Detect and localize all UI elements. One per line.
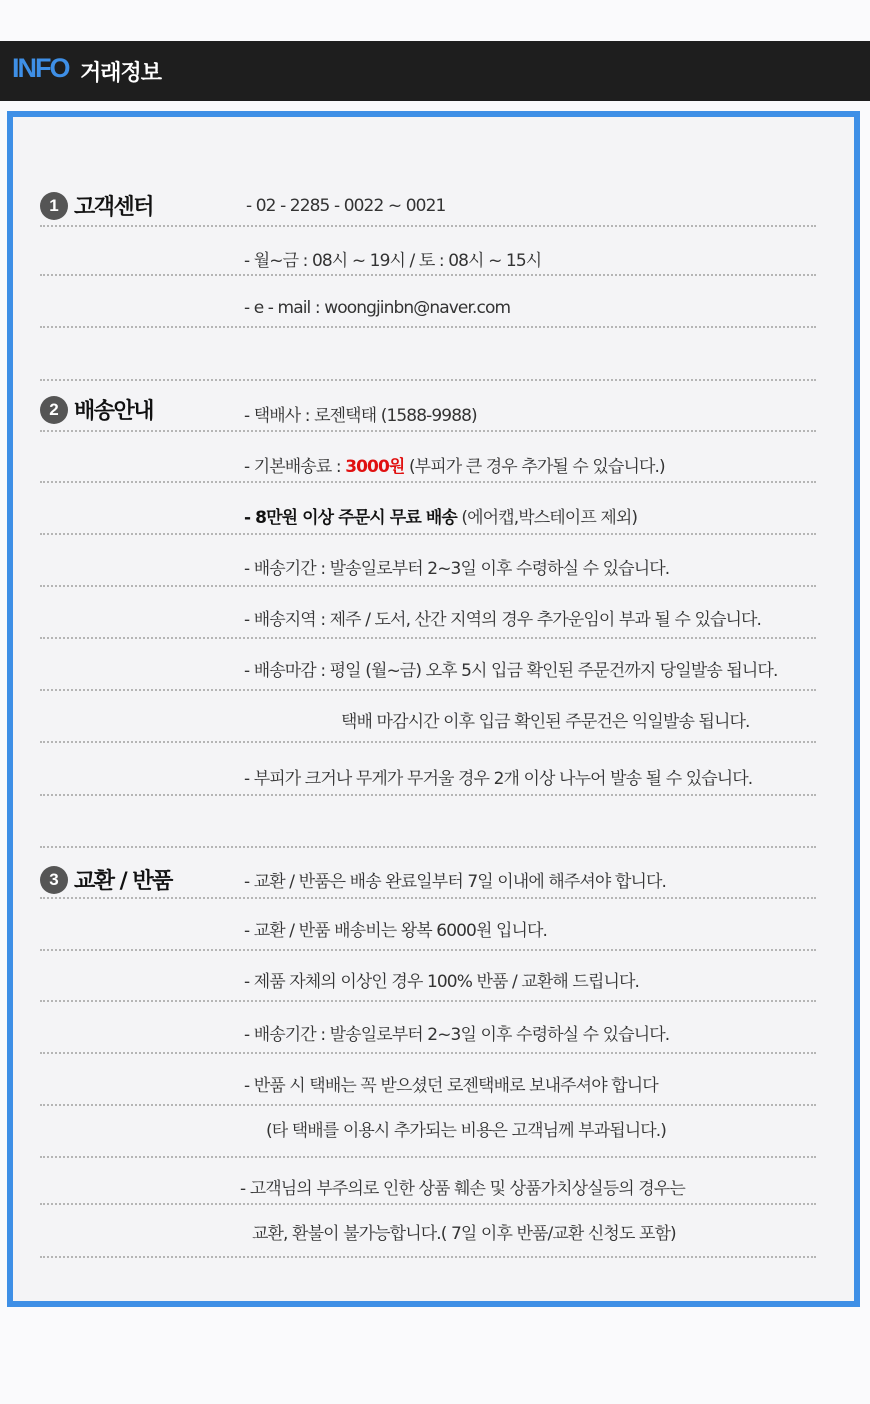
- divider: [40, 326, 816, 328]
- divider: [40, 481, 816, 483]
- divider: [40, 379, 816, 381]
- info-header: [0, 41, 870, 101]
- divider: [40, 225, 816, 227]
- section-title: 고객센터: [74, 195, 154, 220]
- section-number-badge: 3: [40, 866, 68, 894]
- header-title-en: INFO: [12, 53, 69, 83]
- free-shipping-line: - 8만원 이상 주문시 무료 배송 (에어캡,박스테이프 제외): [244, 508, 638, 528]
- section-customer-center: [40, 190, 153, 221]
- section-shipping-info: [40, 394, 153, 425]
- hours-line: - 월~금 : 08시 ~ 19시 / 토 : 08시 ~ 15시: [244, 251, 542, 271]
- divider: [40, 533, 816, 535]
- shipping-deadline-line: - 배송마감 : 평일 (월~금) 오후 5시 입금 확인된 주문건까지 당일발송 됩니다.: [244, 661, 778, 681]
- divider: [40, 1052, 816, 1054]
- divider: [40, 897, 816, 899]
- divider: [40, 1156, 816, 1158]
- shipping-deadline-note: 택배 마감시간 이후 입금 확인된 주문건은 익일발송 됩니다.: [341, 712, 750, 732]
- delivery-period-line: - 배송기간 : 발송일로부터 2~3일 이후 수령하실 수 있습니다.: [244, 559, 670, 579]
- return-courier-line: - 반품 시 택배는 꼭 받으셨던 로젠택배로 보내주셔야 합니다: [244, 1076, 658, 1096]
- defect-return-line: - 제품 자체의 이상인 경우 100% 반품 / 교환해 드립니다.: [244, 972, 640, 992]
- divider: [40, 1104, 816, 1106]
- divider: [40, 585, 816, 587]
- divider: [40, 949, 816, 951]
- divider: [40, 689, 816, 691]
- phone-line: - 02 - 2285 - 0022 ~ 0021: [246, 196, 446, 216]
- section-number-badge: 2: [40, 396, 68, 424]
- header-title-ko: 거래정보: [80, 61, 162, 86]
- section-exchange-return: [40, 864, 172, 895]
- delivery-region-line: - 배송지역 : 제주 / 도서, 산간 지역의 경우 추가운임이 부과 될 수 있습니다.: [244, 610, 762, 630]
- divider: [40, 430, 816, 432]
- shipping-fee-line: - 기본배송료 : 3000원 (부피가 큰 경우 추가될 수 있습니다.): [244, 457, 665, 477]
- courier-line: - 택배사 : 로젠택태 (1588-9988): [244, 406, 477, 426]
- return-period-line: - 교환 / 반품은 배송 완료일부터 7일 이내에 해주셔야 합니다.: [244, 872, 667, 892]
- return-delivery-period-line: - 배송기간 : 발송일로부터 2~3일 이후 수령하실 수 있습니다.: [244, 1025, 670, 1045]
- divider: [40, 741, 816, 743]
- divider: [40, 1000, 816, 1002]
- return-courier-note: (타 택배를 이용시 추가되는 비용은 고객님께 부과됩니다.): [266, 1121, 666, 1141]
- divider: [40, 846, 816, 848]
- email-line: - e - mail : woongjinbn@naver.com: [244, 298, 511, 318]
- divider: [40, 274, 816, 276]
- divider: [40, 1203, 816, 1205]
- return-fee-line: - 교환 / 반품 배송비는 왕복 6000원 입니다.: [244, 921, 548, 941]
- section-number-badge: 1: [40, 192, 68, 220]
- no-refund-line: 교환, 환불이 불가능합니다.( 7일 이후 반품/교환 신청도 포함): [252, 1224, 676, 1244]
- divider: [40, 637, 816, 639]
- divider: [40, 1256, 816, 1258]
- bulky-item-line: - 부피가 크거나 무게가 무거울 경우 2개 이상 나누어 발송 될 수 있습니다.: [244, 769, 753, 789]
- shipping-fee-amount: 3000원: [345, 457, 405, 477]
- section-title: 교환 / 반품: [74, 869, 172, 894]
- divider: [40, 794, 816, 796]
- damage-policy-line: - 고객님의 부주의로 인한 상품 훼손 및 상품가치상실등의 경우는: [240, 1179, 685, 1199]
- section-title: 배송안내: [74, 399, 154, 424]
